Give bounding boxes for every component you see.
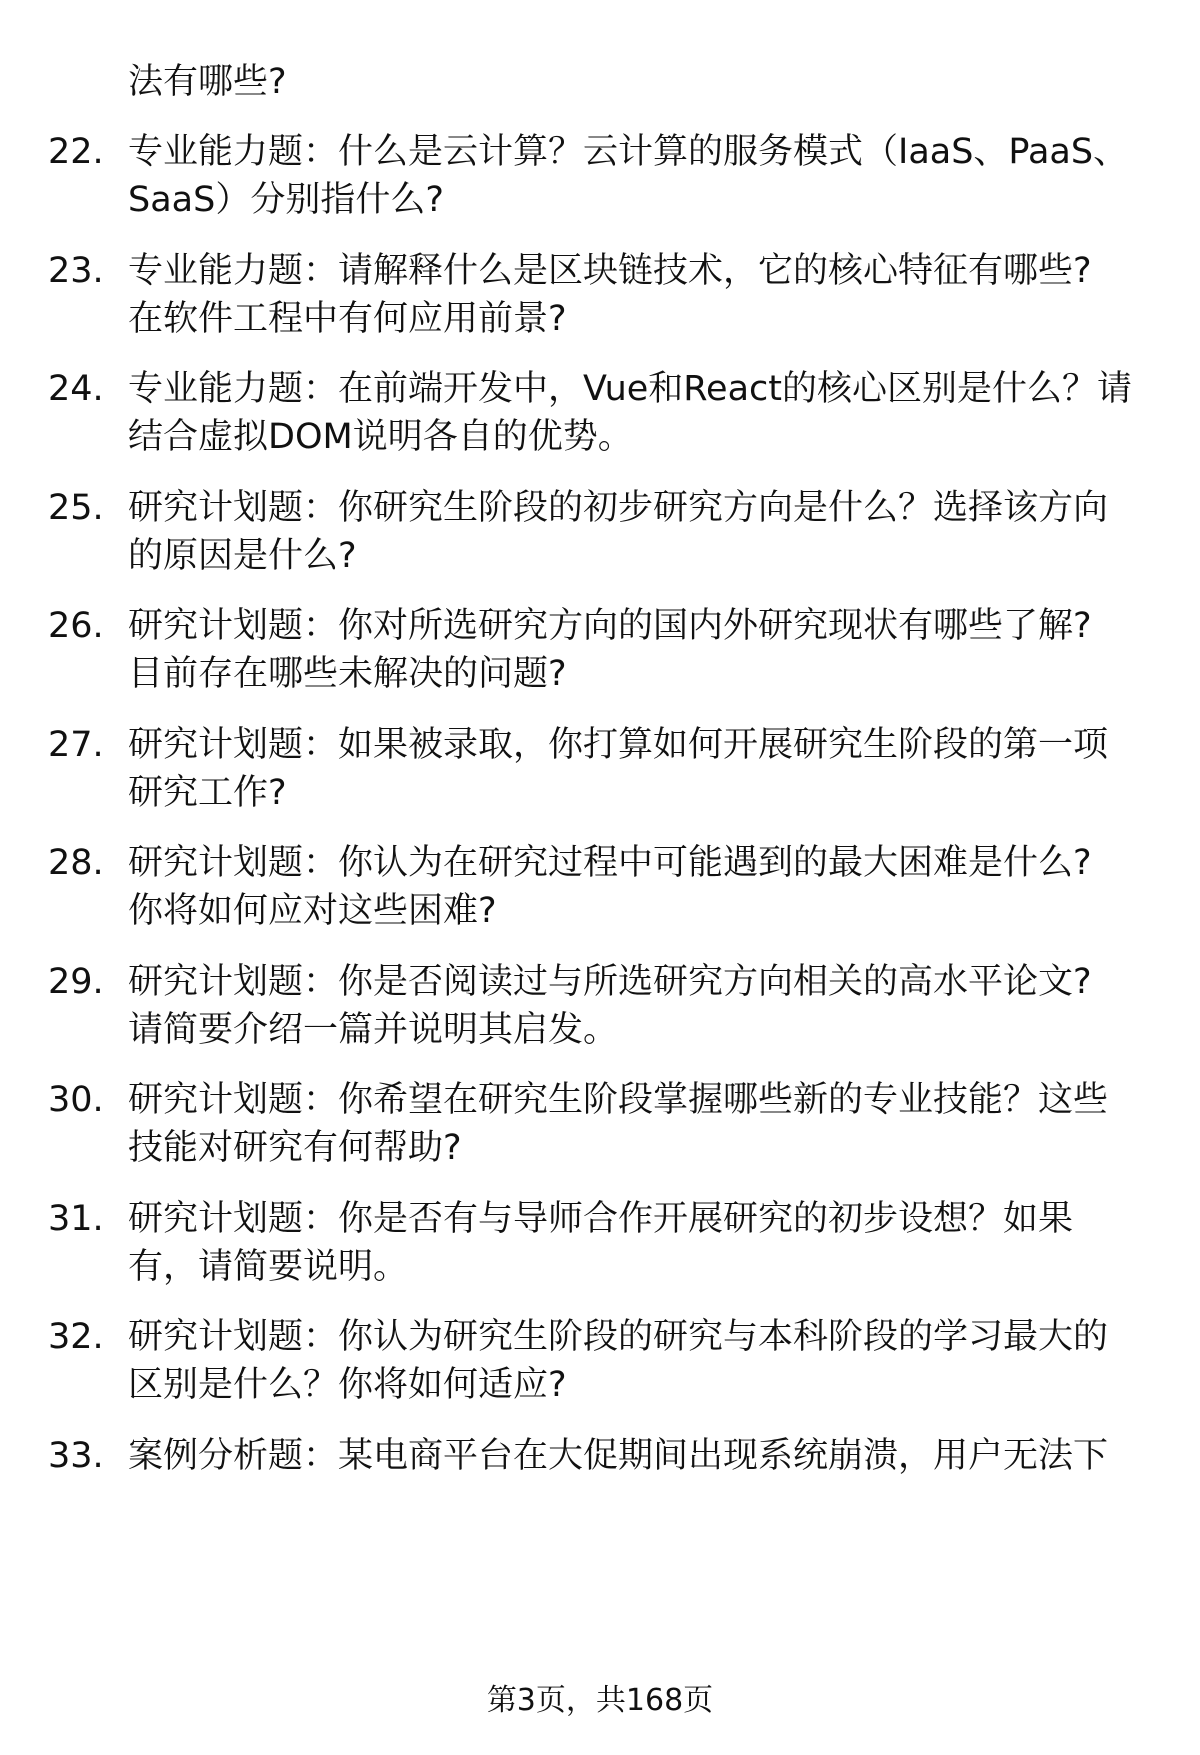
question-number: 31. <box>48 1199 104 1239</box>
question-text-line: 专业能力题：什么是云计算？云计算的服务模式（IaaS、PaaS、 <box>128 132 1129 172</box>
question-number: 25. <box>48 488 104 528</box>
question-text-line: 研究计划题：如果被录取，你打算如何开展研究生阶段的第一项 <box>128 725 1109 765</box>
continued-question-text: 法有哪些? <box>128 62 287 102</box>
question-text-line: 的原因是什么? <box>128 536 357 576</box>
question-text-line: 研究工作? <box>128 773 287 813</box>
question-number: 32. <box>48 1317 104 1357</box>
question-text-line: 结合虚拟DOM说明各自的优势。 <box>128 417 633 457</box>
question-text-line: 在软件工程中有何应用前景? <box>128 299 567 339</box>
question-number: 33. <box>48 1436 104 1476</box>
question-number: 28. <box>48 843 104 883</box>
question-text-line: 有，请简要说明。 <box>128 1247 409 1287</box>
question-text-line: 请简要介绍一篇并说明其启发。 <box>128 1010 619 1050</box>
question-number: 29. <box>48 962 104 1002</box>
page-number-footer: 第3页，共168页 <box>486 1683 714 1718</box>
question-text-line: 专业能力题：请解释什么是区块链技术，它的核心特征有哪些? <box>128 251 1092 291</box>
question-number: 22. <box>48 132 104 172</box>
question-number: 24. <box>48 369 104 409</box>
question-text-line: 案例分析题：某电商平台在大促期间出现系统崩溃，用户无法下 <box>128 1436 1109 1476</box>
question-text-line: SaaS）分别指什么? <box>128 180 444 220</box>
question-text-line: 你将如何应对这些困难? <box>128 891 497 931</box>
question-text-line: 目前存在哪些未解决的问题? <box>128 654 567 694</box>
question-text-line: 研究计划题：你认为在研究过程中可能遇到的最大困难是什么? <box>128 843 1092 883</box>
question-text-line: 专业能力题：在前端开发中，Vue和React的核心区别是什么？请 <box>128 369 1132 409</box>
question-number: 26. <box>48 606 104 646</box>
question-text-line: 研究计划题：你对所选研究方向的国内外研究现状有哪些了解? <box>128 606 1092 646</box>
question-text-line: 研究计划题：你研究生阶段的初步研究方向是什么？选择该方向 <box>128 488 1109 528</box>
question-text-line: 区别是什么？你将如何适应? <box>128 1365 567 1405</box>
question-text-line: 技能对研究有何帮助? <box>128 1128 462 1168</box>
question-text-line: 研究计划题：你认为研究生阶段的研究与本科阶段的学习最大的 <box>128 1317 1109 1357</box>
question-text-line: 研究计划题：你希望在研究生阶段掌握哪些新的专业技能？这些 <box>128 1080 1109 1120</box>
question-number: 23. <box>48 251 104 291</box>
question-number: 27. <box>48 725 104 765</box>
question-number: 30. <box>48 1080 104 1120</box>
question-text-line: 研究计划题：你是否阅读过与所选研究方向相关的高水平论文? <box>128 962 1092 1002</box>
question-text-line: 研究计划题：你是否有与导师合作开展研究的初步设想？如果 <box>128 1199 1074 1239</box>
